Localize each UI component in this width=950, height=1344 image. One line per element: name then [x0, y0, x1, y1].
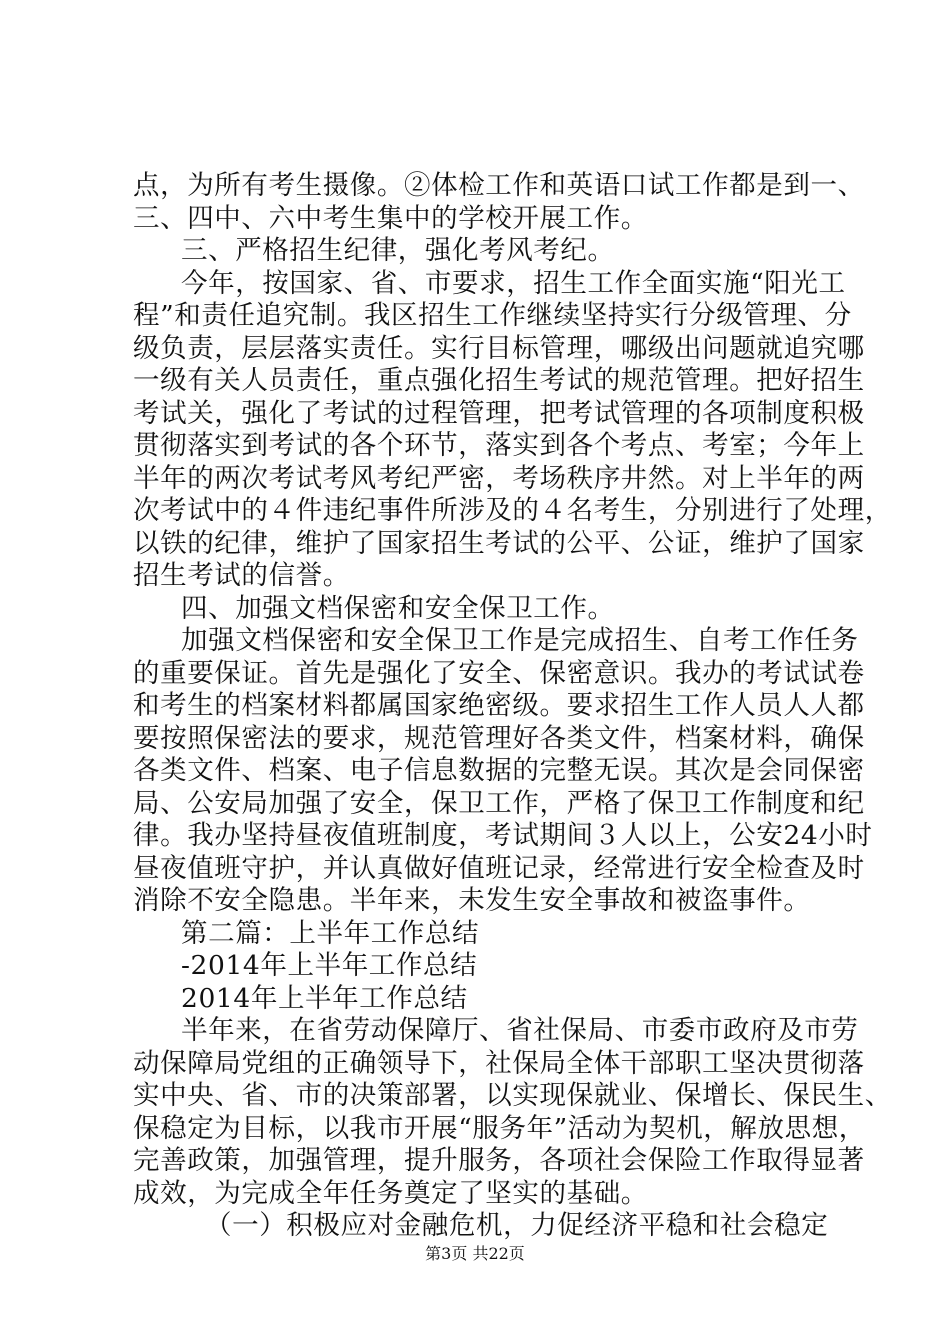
- text-line: 点，为所有考生摄像。②体检工作和英语口试工作都是到一、: [133, 170, 865, 201]
- text-line: 2014年上半年工作总结: [181, 982, 468, 1014]
- text-line: 实中央、省、市的决策部署，以实现保就业、保增长、保民生、: [133, 1080, 892, 1111]
- text-line: 四、加强文档保密和安全保卫工作。: [181, 592, 615, 624]
- text-line: 三、严格招生纪律，强化考风考纪。: [181, 235, 615, 266]
- text-line: 一级有关人员责任，重点强化招生考试的规范管理。把好招生: [133, 365, 865, 396]
- text-line: 的重要保证。首先是强化了安全、保密意识。我办的考试试卷: [133, 657, 865, 689]
- text-line: 加强文档保密和安全保卫工作是完成招生、自考工作任务: [181, 625, 859, 656]
- text-line: 今年，按国家、省、市要求，招生工作全面实施“阳光工: [181, 267, 846, 299]
- text-line: 完善政策，加强管理，提升服务，各项社会保险工作取得显著: [133, 1145, 865, 1176]
- text-line: （一）积极应对金融危机，力促经济平稳和社会稳定: [205, 1210, 829, 1241]
- text-line: 招生考试的信誉。: [133, 560, 350, 591]
- text-line: 昼夜值班守护，并认真做好值班记录，经常进行安全检查及时: [133, 852, 865, 884]
- text-line: 以铁的纪律，维护了国家招生考试的公平、公证，维护了国家: [133, 527, 865, 559]
- text-line: 成效，为完成全年任务奠定了坚实的基础。: [133, 1177, 648, 1209]
- text-line: 律。我办坚持昼夜值班制度，考试期间３人以上，公安24小时: [133, 820, 873, 851]
- text-line: 次考试中的４件违纪事件所涉及的４名考生，分别进行了处理，: [133, 495, 892, 526]
- text-line: -2014年上半年工作总结: [181, 950, 478, 981]
- text-line: 考试关，强化了考试的过程管理，把考试管理的各项制度积极: [133, 397, 865, 429]
- text-line: 动保障局党组的正确领导下，社保局全体干部职工坚决贯彻落: [133, 1047, 865, 1079]
- text-line: 要按照保密法的要求，规范管理好各类文件，档案材料，确保: [133, 722, 865, 754]
- page-footer: 第3页 共22页: [425, 1244, 525, 1263]
- text-line: 保稳定为目标，以我市开展“服务年”活动为契机，解放思想，: [133, 1112, 866, 1144]
- text-line: 贯彻落实到考试的各个环节，落实到各个考点、考室；今年上: [133, 430, 865, 461]
- text-line: 各类文件、档案、电子信息数据的完整无误。其次是会同保密: [133, 755, 865, 786]
- text-line: 半年来，在省劳动保障厅、省社保局、市委市政府及市劳: [181, 1015, 859, 1046]
- text-line: 三、四中、六中考生集中的学校开展工作。: [133, 202, 648, 234]
- text-line: 和考生的档案材料都属国家绝密级。要求招生工作人员人人都: [133, 690, 865, 721]
- text-line: 第二篇：上半年工作总结: [181, 917, 480, 949]
- text-line: 程”和责任追究制。我区招生工作继续坚持实行分级管理、分: [133, 300, 852, 331]
- text-line: 消除不安全隐患。半年来，未发生安全事故和被盗事件。: [133, 885, 811, 916]
- text-line: 局、公安局加强了安全，保卫工作，严格了保卫工作制度和纪: [133, 787, 865, 819]
- text-line: 半年的两次考试考风考纪严密，考场秩序井然。对上半年的两: [133, 462, 865, 494]
- text-line: 级负责，层层落实责任。实行目标管理，哪级出问题就追究哪: [133, 332, 865, 364]
